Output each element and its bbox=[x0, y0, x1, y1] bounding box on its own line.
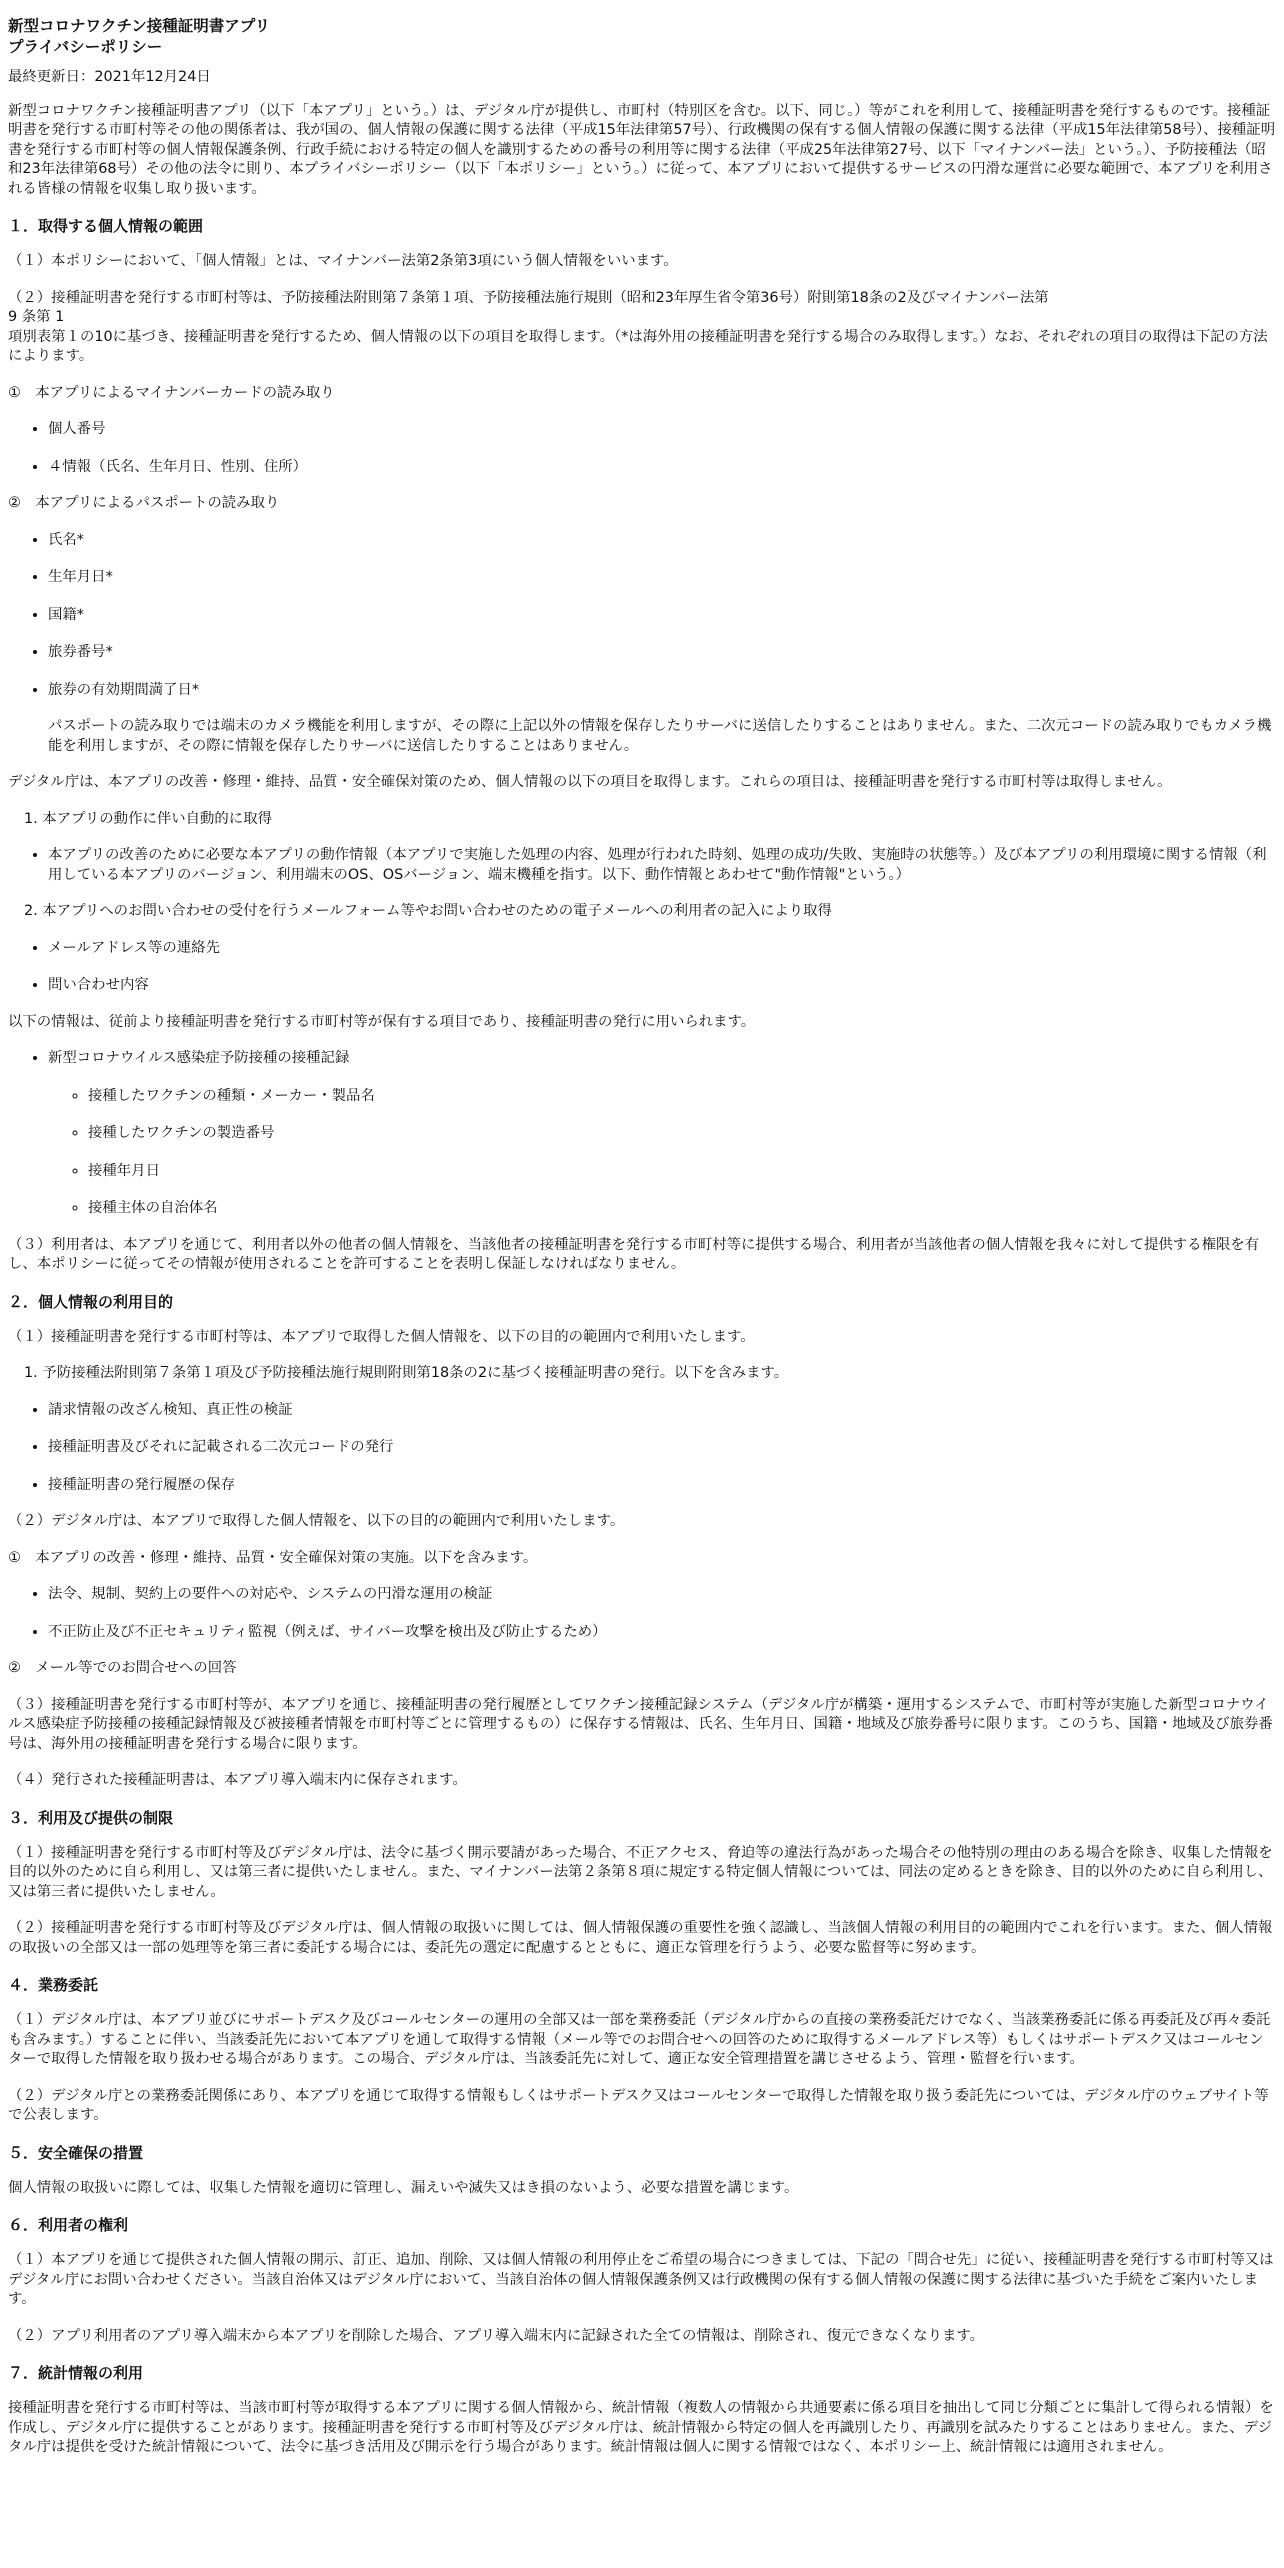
page-title bbox=[8, 16, 1276, 58]
section-1-heading: １．取得する個人情報の範囲 bbox=[8, 217, 204, 235]
numbered-item-certificate-issue: 1. 予防接種法附則第７条第１項及び予防接種法施行規則附則第18条の2に基づく接種証明書の発行。以下を含みます。 bbox=[24, 1365, 789, 1381]
list-item bbox=[48, 1049, 1276, 1219]
policy-title: プライバシーポリシー bbox=[8, 38, 163, 56]
camera-note: パスポートの読み取りでは端末のカメラ機能を利用しますが、その際に上記以外の情報を保存したりサーバに送信したりすることはありません。また、二次元コードの読み取りでもカメラ機能を利用しますが、その際に情報を保存したりサーバに送信したりすることはありません。 bbox=[48, 718, 1272, 754]
vaccination-record-label: 新型コロナウイルス感染症予防接種の接種記録 bbox=[48, 1050, 350, 1066]
inquiry-info-list bbox=[8, 939, 1276, 996]
s6-paragraph-2: （２）アプリ利用者のアプリ導入端末から本アプリを削除した場合、アプリ導入端末内に記録された全ての情報は、削除され、復元できなくなります。 bbox=[8, 2327, 984, 2344]
list-item: ◦ 接種主体の自治体名 bbox=[88, 1199, 1276, 1219]
passport-items-list bbox=[8, 531, 1276, 701]
list-item: • 旅券の有効期間満了日* bbox=[48, 681, 1276, 701]
list-item: • 不正防止及び不正セキュリティ監視（例えば、サイバー攻撃を検出及び防止するため） bbox=[48, 1623, 1276, 1643]
s3-paragraph-2: （２）接種証明書を発行する市町村等及びデジタル庁は、個人情報の取扱いに関しては、個人情報保護の重要性を強く認識し、当該個人情報の利用目的の範囲内でこれを行います。また、個人情報の取扱いの全部又は一部の処理等を第三者に委託する場合には、委託先の選定に配慮するとともに、適正な管理を行うよう、必要な監督等に努めます。 bbox=[8, 1920, 1273, 1956]
digital-agency-intro: デジタル庁は、本アプリの改善・修理・維持、品質・安全確保対策のため、個人情報の以下の項目を取得します。これらの項目は、接種証明書を発行する市町村等は取得しません。 bbox=[8, 774, 1172, 790]
held-info-intro: 以下の情報は、従前より接種証明書を発行する市町村等が保有する項目であり、接種証明書の発行に用いられます。 bbox=[8, 1013, 756, 1030]
s3-paragraph-1: （１）接種証明書を発行する市町村等及びデジタル庁は、法令に基づく開示要請があった場合、不正アクセス、脅迫等の違法行為があった場合その他特別の理由のある場合を除き、収集した情報を目的以外のために自ら利用し、又は第三者に提供いたしません。また、マイナンバー法第２条第８項に規定する特定個人情報については、同法の定めるときを除き、目的以外のために自ら利用し、又は第三者に提供いたしません。 bbox=[8, 1844, 1273, 1900]
list-item: • 氏名* bbox=[48, 531, 1276, 551]
improvement-list bbox=[8, 1585, 1276, 1642]
list-item: • 法令、規制、契約上の要件への対応や、システムの円滑な運用の検証 bbox=[48, 1585, 1276, 1605]
inquiry-response-purpose: ② メール等でのお問合せへの回答 bbox=[8, 1660, 237, 1676]
section-6-heading: ６．利用者の権利 bbox=[8, 2216, 129, 2234]
s2-paragraph-3: （３）接種証明書を発行する市町村等が、本アプリを通じ、接種証明書の発行履歴としてワクチン接種記録システム（デジタル庁が構築・運用するシステムで、市町村等が実施した新型コロナウイルス感染症予防接種の接種記録情報及び被接種者情報を市町村等ごとに管理するもの）に保存する情報は、氏名、生年月日、国籍・地域及び旅券番号に限ります。このうち、国籍・地域及び旅券番号は、海外用の接種証明書を発行する場合に限ります。 bbox=[8, 1696, 1273, 1752]
list-item: • 旅券番号* bbox=[48, 643, 1276, 663]
s2-paragraph-1: （１）接種証明書を発行する市町村等は、本アプリで取得した個人情報を、以下の目的の範囲内で利用いたします。 bbox=[8, 1328, 755, 1345]
list-item: • 本アプリの改善のために必要な本アプリの動作情報（本アプリで実施した処理の内容、処理が行われた時刻、処理の成功/失敗、実施時の状態等。）及び本アプリの利用環境に関する情報（利用している本アプリのバージョン、利用端末のOS、OSバージョン、端末機種を指す。以下、動作情報とあわせて"動作情報"という。） bbox=[48, 846, 1276, 885]
app-name: 新型コロナワクチン接種証明書アプリ bbox=[8, 17, 271, 35]
list-item: • 請求情報の改ざん検知、真正性の検証 bbox=[48, 1401, 1276, 1421]
section-2-heading: ２．個人情報の利用目的 bbox=[8, 1292, 174, 1311]
s4-paragraph-2: （２）デジタル庁との業務委託関係にあり、本アプリを通じて取得する情報もしくはサポートデスク又はコールセンターで取得した情報を取り扱う委託先については、デジタル庁のウェブサイト等で公表します。 bbox=[8, 2087, 1269, 2123]
last-updated: 最終更新日：2021年12月24日 bbox=[8, 69, 211, 85]
s1-p2-line-b: 9 条第 1 bbox=[8, 309, 65, 325]
list-item: • 個人番号 bbox=[48, 420, 1276, 440]
s7-paragraph-1: 接種証明書を発行する市町村等は、当該市町村等が取得する本アプリに関する個人情報から、統計情報（複数人の情報から共通要素に係る項目を抽出して同じ分類ごとに集計して得られる情報）を作成し、デジタル庁に提供することがあります。接種証明書を発行する市町村等及びデジタル庁は、統計情報から特定の個人を再識別したり、再識別を試みたりすることはありません。また、デジタル庁は提供を受けた統計情報について、法令に基づき活用及び開示を行う場合があります。統計情報は個人に関する情報ではなく、本ポリシー上、統計情報には適用されません。 bbox=[8, 2400, 1274, 2455]
intro-paragraph: 新型コロナワクチン接種証明書アプリ（以下「本アプリ」という。）は、デジタル庁が提供し、市町村（特別区を含む。以下、同じ。）等がこれを利用して、接種証明書を発行するものです。接種証明書を発行する市町村等その他の関係者は、我が国の、個人情報の保護に関する法律（平成15年法律第57号）、行政機関の保有する個人情報の保護に関する法律（平成15年法律第58号）、接種証明書を発行する市町村等の個人情報保護条例、行政手続における特定の個人を識別するための番号の利用等に関する法律（平成25年法律第27号、以下「マイナンバー法」という。）、予防接種法（昭和23年法律第68号）その他の法令に則り、本プライバシーポリシー（以下「本ポリシー」という。）に従って、本アプリにおいて提供するサービスの円滑な運営に必要な範囲で、本アプリを利用される皆様の情報を収集し取り扱います。 bbox=[8, 102, 1276, 197]
section-5-heading: ５．安全確保の措置 bbox=[8, 2143, 144, 2162]
held-info-list bbox=[8, 1049, 1276, 1219]
s1-p2-line-a: （２）接種証明書を発行する市町村等は、予防接種法附則第７条第１項、予防接種法施行規則（昭和23年厚生省令第36号）附則第18条の2及びマイナンバー法第 bbox=[8, 289, 1049, 306]
mynumber-card-reading: ① 本アプリによるマイナンバーカードの読み取り bbox=[8, 384, 335, 401]
s2-paragraph-4: （４）発行された接種証明書は、本アプリ導入端末内に保存されます。 bbox=[8, 1772, 467, 1788]
operation-info-list bbox=[8, 846, 1276, 885]
list-item: ◦ 接種したワクチンの製造番号 bbox=[88, 1124, 1276, 1144]
improvement-purpose: ① 本アプリの改善・修理・維持、品質・安全確保対策の実施。以下を含みます。 bbox=[8, 1549, 538, 1566]
s1-paragraph-3: （３）利用者は、本アプリを通じて、利用者以外の他者の個人情報を、当該他者の接種証明書を発行する市町村等に提供する場合、利用者が当該他者の個人情報を我々に対して提供する権限を有し、本ポリシーに従ってその情報が使用されることを許可することを表明し保証しなければなりません。 bbox=[8, 1236, 1260, 1272]
mynumber-items-list bbox=[8, 420, 1276, 477]
certificate-issue-list bbox=[8, 1401, 1276, 1496]
section-7-heading: ７．統計情報の利用 bbox=[8, 2364, 144, 2382]
section-3-heading: ３．利用及び提供の制限 bbox=[8, 1808, 174, 1827]
list-item: • 接種証明書の発行履歴の保存 bbox=[48, 1476, 1276, 1496]
list-item: • 生年月日* bbox=[48, 568, 1276, 588]
list-item: • ４情報（氏名、生年月日、性別、住所） bbox=[48, 458, 1276, 478]
s6-paragraph-1: （１）本アプリを通じて提供された個人情報の開示、訂正、追加、削除、又は個人情報の利用停止をご希望の場合につきましては、下記の「問合せ先」に従い、接種証明書を発行する市町村等又はデジタル庁にお問い合わせください。当該自治体又はデジタル庁において、当該自治体の個人情報保護条例又は行政機関の保有する個人情報の保護に関する法律に基づいた手続をご案内いたします。 bbox=[8, 2252, 1274, 2307]
vaccination-record-sublist bbox=[48, 1087, 1276, 1219]
s1-p2-line-c: 項別表第１の10に基づき、接種証明書を発行するため、個人情報の以下の項目を取得します。（*は海外用の接種証明書を発行する場合のみ取得します。）なお、それぞれの項目の取得は下記の方法によります。 bbox=[8, 328, 1268, 364]
s2-paragraph-2: （２）デジタル庁は、本アプリで取得した個人情報を、以下の目的の範囲内で利用いたします。 bbox=[8, 1513, 625, 1529]
list-item: • 問い合わせ内容 bbox=[48, 976, 1276, 996]
s1-paragraph-1: （１）本ポリシーにおいて、「個人情報」とは、マイナンバー法第2条第3項にいう個人情報をいいます。 bbox=[8, 253, 678, 269]
list-item: • 国籍* bbox=[48, 606, 1276, 626]
section-4-heading: ４．業務委託 bbox=[8, 1976, 99, 1994]
s4-paragraph-1: （１）デジタル庁は、本アプリ並びにサポートデスク及びコールセンターの運用の全部又は一部を業務委託（デジタル庁からの直接の業務委託だけでなく、当該業務委託に係る再委託及び再々委託も含みます。）することに伴い、当該委託先において本アプリを通して取得する情報（メール等でのお問合せへの回答のために取得するメールアドレス等）もしくはサポートデスク又はコールセンターで取得した情報を取り扱わせる場合があります。この場合、デジタル庁は、当該委託先に対して、適正な安全管理措置を講じさせるよう、管理・監督を行います。 bbox=[8, 2012, 1271, 2067]
list-item: ◦ 接種年月日 bbox=[88, 1162, 1276, 1182]
s1-paragraph-2 bbox=[8, 289, 1276, 367]
numbered-item-inquiry-acquire: 2. 本アプリへのお問い合わせの受付を行うメールフォーム等やお問い合わせのための電子メールへの利用者の記入により取得 bbox=[24, 903, 832, 919]
list-item: • メールアドレス等の連絡先 bbox=[48, 939, 1276, 959]
numbered-item-auto-acquire: 1. 本アプリの動作に伴い自動的に取得 bbox=[24, 810, 272, 827]
s5-paragraph-1: 個人情報の取扱いに際しては、収集した情報を適切に管理し、漏えいや滅失又はき損のないよう、必要な措置を講じます。 bbox=[8, 2179, 799, 2196]
passport-reading: ② 本アプリによるパスポートの読み取り bbox=[8, 495, 280, 511]
list-item: ◦ 接種したワクチンの種類・メーカー・製品名 bbox=[88, 1087, 1276, 1107]
list-item: • 接種証明書及びそれに記載される二次元コードの発行 bbox=[48, 1438, 1276, 1458]
